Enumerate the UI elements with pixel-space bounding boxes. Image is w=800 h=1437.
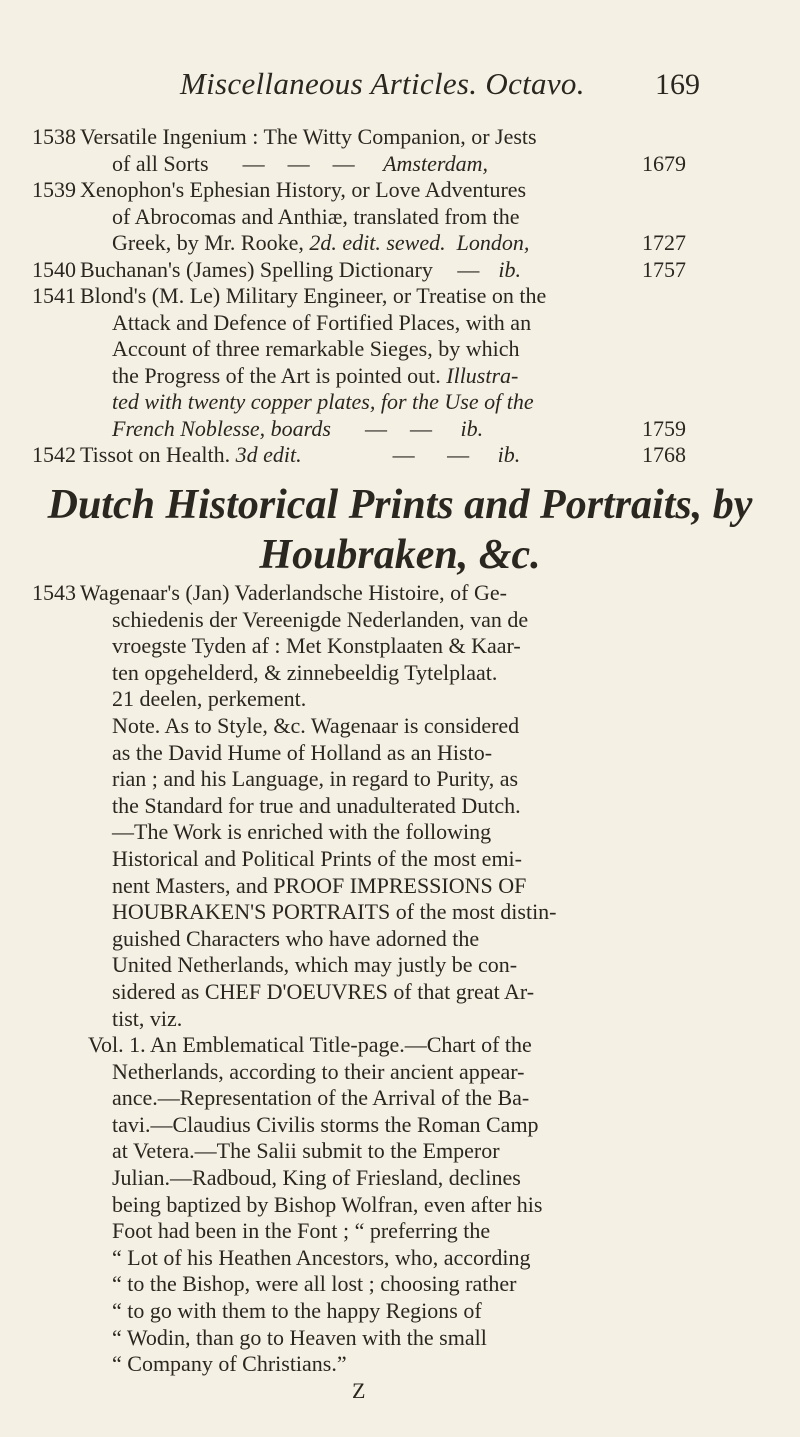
volume-line: “ to go with them to the happy Regions of [112,1298,482,1324]
entry-edition: 3d edit. [235,442,302,467]
volume-line: ance.—Representation of the Arrival of the Ba- [112,1085,530,1111]
note-line: Historical and Political Prints of the most emi- [112,845,522,871]
dash-separator: — — [307,442,493,467]
entry-number: 1541 [32,283,76,308]
entry-line: Xenophon's Ephesian History, or Love Adventures [80,177,527,202]
volume-line: Netherlands, according to their ancient appear- [112,1058,525,1084]
dash-separator: — — — [214,150,378,176]
dash-separator: — — [336,415,455,441]
volume-line: at Vetera.—The Salii submit to the Emperor [112,1138,500,1164]
entry-line: ted with twenty copper plates, for the Use of the [112,389,534,414]
note-line: tist, viz. [112,1005,183,1031]
entry-line: the Progress of the Art is pointed out. [112,362,441,388]
entry-number: 1538 [32,124,76,149]
entry-number: 1543 [32,580,76,605]
entry-year: 1757 [642,256,686,282]
volume-line: being baptized by Bishop Wolfran, even after his [112,1191,543,1217]
entry-line: Wagenaar's (Jan) Vaderlandsche Histoire, of Ge- [80,580,507,605]
section-heading [30,480,770,580]
note-line: Note. As to Style, &c. Wagenaar is considered [112,712,520,738]
entry-number: 1539 [32,177,76,202]
page-number: 169 [655,68,700,101]
entry-place: London, [456,230,530,255]
entry-number: 1542 [32,442,76,467]
note-line: United Netherlands, which may justly be con- [112,952,518,978]
entry-place: ib. [498,256,521,282]
entry-place: Amsterdam, [383,150,488,176]
volume-line: “ Wodin, than go to Heaven with the small [112,1324,487,1350]
entry-line: Blond's (M. Le) Military Engineer, or Treatise on the [80,283,547,308]
entry-year: 1679 [642,150,686,176]
entry-1541 [32,283,686,442]
note-line: —The Work is enriched with the following [112,819,492,845]
signature-mark: Z [352,1377,366,1403]
entry-1540 [32,256,686,284]
note-line: rian ; and his Language, in regard to Purity, as [112,766,519,792]
entry-line: Illustra- [446,362,519,388]
entry-place: ib. [460,415,484,441]
note-line: nent Masters, and PROOF IMPRESSIONS OF [112,872,527,898]
entry-edition: 2d. edit. sewed. [309,230,446,255]
entry-line: vroegste Tyden af : Met Konstplaaten & Kaar- [112,633,521,659]
entry-line: of all Sorts [112,150,209,176]
entry-line: Versatile Ingenium : The Witty Companion, or Jests [80,124,537,149]
volume-line: “ Company of Christians.” [112,1351,347,1377]
entry-1543 [32,580,722,1404]
section-heading-line: Dutch Historical Prints and Portraits, by [47,482,753,528]
volume-line: “ Lot of his Heathen Ancestors, who, according [112,1244,531,1270]
entry-line: Attack and Defence of Fortified Places, with an [112,309,532,335]
entry-year: 1759 [642,415,686,441]
entry-line: Greek, by Mr. Rooke, [112,230,304,255]
running-title: Miscellaneous Articles. Octavo. [180,66,585,101]
note-line: HOUBRAKEN'S PORTRAITS of the most distin- [112,899,557,925]
entry-year: 1768 [642,442,686,467]
entry-line: ten opgehelderd, & zinnebeeldig Tytelplaat. [112,659,498,685]
volume-line: Julian.—Radboud, King of Friesland, declines [112,1165,521,1191]
entry-number: 1540 [32,256,76,282]
entry-line: Account of three remarkable Sieges, by which [112,336,520,361]
note-line: guished Characters who have adorned the [112,925,480,951]
entry-line: Buchanan's (James) Spelling Dictionary [80,256,433,282]
entry-1542 [32,442,686,469]
note-line: sidered as CHEF D'OEUVRES of that great Ar- [112,978,535,1004]
entry-line: French Noblesse, boards [112,415,331,441]
volume-line: tavi.—Claudius Civilis storms the Roman Camp [112,1111,539,1137]
section-heading-line: Houbraken, &c. [259,532,541,578]
entry-line: of Abrocomas and Anthiæ, translated from the [112,203,520,229]
dash-separator: — [438,256,493,282]
note-line: the Standard for true and unadulterated Dutch. [112,792,521,818]
entry-line: Tissot on Health. [80,442,231,467]
entry-year: 1727 [642,230,686,255]
entry-1538 [32,124,686,177]
volume-line: Vol. 1. An Emblematical Title-page.—Chart of the [88,1032,532,1058]
entries-list [32,124,686,469]
entry-line: 21 deelen, perkement. [112,686,307,712]
entry-1539 [32,177,686,257]
entry-line: schiedenis der Vereenigde Nederlanden, van de [112,606,529,632]
volume-line: “ to the Bishop, were all lost ; choosing rather [112,1271,517,1297]
volume-line: Foot had been in the Font ; “ preferring the [112,1218,491,1244]
note-line: as the David Hume of Holland as an Histo- [112,739,493,765]
entry-place: ib. [497,442,521,467]
